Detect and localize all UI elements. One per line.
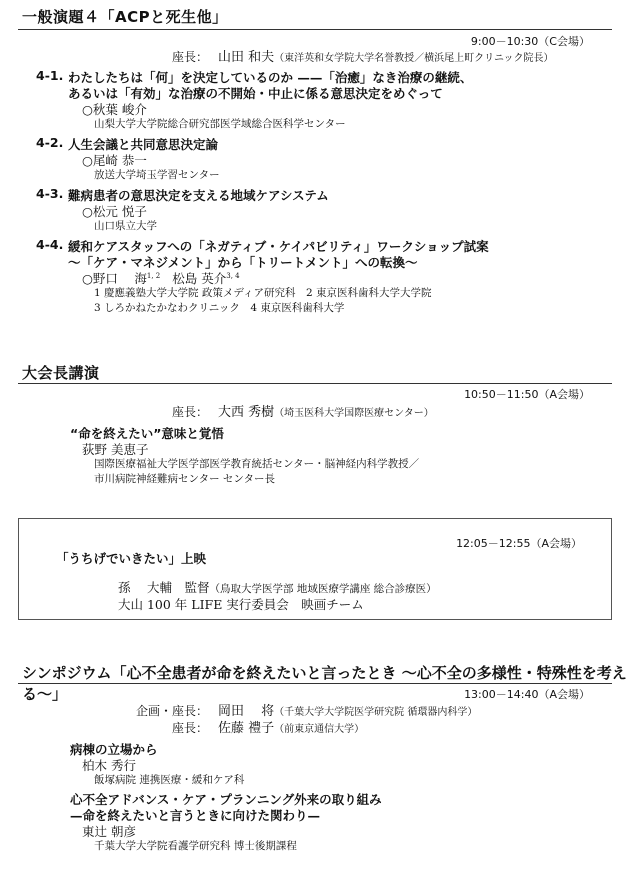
session-time: 9:00－10:30（C会場） xyxy=(470,35,590,48)
item-number: 4-1. xyxy=(36,68,64,83)
author-superscript: 3, 4 xyxy=(226,271,240,280)
item-title: 人生会議と共同意思決定論 xyxy=(68,137,219,152)
chair-line xyxy=(172,717,364,736)
section-divider xyxy=(18,683,612,684)
affiliation: 3 しろかねたかなわクリニック 4 東京医科歯科大学 xyxy=(94,302,345,314)
author: ○松元 悦子 xyxy=(82,204,147,219)
film-team: 大山 100 年 LIFE 実行委員会 映画チーム xyxy=(118,597,364,612)
author: ○秋葉 峻介 xyxy=(82,102,147,117)
talk-subtitle: —命を終えたいと言うときに向けた関わり— xyxy=(70,808,321,823)
planner-label: 企画・座長： xyxy=(136,704,209,718)
chair-label: 座長： xyxy=(172,721,209,735)
item-title: わたしたちは「何」を決定しているのか ——「治癒」なき治療の継続、 xyxy=(68,70,473,85)
chair-label: 座長： xyxy=(172,50,209,64)
item-title-line2: ～「ケア・マネジメント」から「トリートメント」への転換～ xyxy=(68,255,418,270)
session-time: 12:05－12:55（A会場） xyxy=(456,537,582,550)
section-title-president-lecture: 大会長講演 xyxy=(22,364,100,382)
item-title: 難病患者の意思決定を支える地域ケアシステム xyxy=(68,188,329,203)
affiliation: 1 慶應義塾大学大学院 政策メディア研究科 2 東京医科歯科大学大学院 xyxy=(94,287,432,299)
lecture-title: “命を終えたい”意味と覚悟 xyxy=(70,426,224,441)
chair-name: 山田 和夫 xyxy=(218,50,275,65)
talk-title: 病棟の立場から xyxy=(70,742,158,757)
section-title-general-4: 一般演題４「ACPと死生他」 xyxy=(22,8,228,26)
chair-affiliation: （前東京通信大学） xyxy=(274,724,365,735)
author-superscript: 1, 2 xyxy=(146,271,161,280)
director-affiliation: （鳥取大学医学部 地域医療学講座 総合診療医） xyxy=(209,583,437,595)
author: 松島 英介 xyxy=(172,271,227,286)
session-time: 13:00－14:40（A会場） xyxy=(464,688,590,701)
author: ○野口 海 xyxy=(82,271,147,286)
item-title-line2: あるいは「有効」な治療の不開始・中止に係る意思決定をめぐって xyxy=(68,86,443,101)
affiliation: 放送大学埼玉学習センター xyxy=(94,169,220,181)
section-divider xyxy=(18,383,612,384)
affiliation: 山梨大学大学院総合研究部医学域総合医科学センター xyxy=(94,118,346,130)
planner-name: 岡田 将 xyxy=(218,704,275,719)
item-number: 4-2. xyxy=(36,135,64,150)
chair-line xyxy=(172,401,434,420)
speaker: 柏木 秀行 xyxy=(82,758,136,773)
chair-name: 大西 秀樹 xyxy=(218,405,275,420)
author: ○尾崎 恭一 xyxy=(82,153,147,168)
affiliation: 千葉大学大学院看護学研究科 博士後期課程 xyxy=(94,840,297,852)
screening-title: 「うちげでいきたい」上映 xyxy=(56,551,207,566)
section-title-symposium: シンポジウム「心不全患者が命を終えたいと言ったとき ～心不全の多様性・特殊性を考える～」 xyxy=(22,664,627,703)
item-title: 緩和ケアスタッフへの「ネガティブ・ケイパビリティ」ワークショップ試案 xyxy=(68,239,489,254)
chair-name: 佐藤 禮子 xyxy=(218,721,275,736)
director-name: 孫 大輔 監督 xyxy=(118,580,210,595)
director-line xyxy=(118,578,437,596)
speaker: 東辻 朝彦 xyxy=(82,824,136,839)
affiliation: 山口県立大学 xyxy=(94,220,157,232)
speaker: 荻野 美恵子 xyxy=(82,442,149,457)
section-divider xyxy=(18,29,612,30)
chair-affiliation: （東洋英和女学院大学名誉教授／横浜尾上町クリニック院長） xyxy=(274,53,554,64)
affiliation: 飯塚病院 連携医療・緩和ケア科 xyxy=(94,774,245,786)
chair-label: 座長： xyxy=(172,405,209,419)
planner-affiliation: （千葉大学大学院医学研究院 循環器内科学） xyxy=(274,707,478,718)
talk-title: 心不全アドバンス・ケア・プランニング外来の取り組み xyxy=(70,792,382,807)
chair-affiliation: （埼玉医科大学国際医療センター） xyxy=(274,408,434,419)
chair-line xyxy=(172,46,554,65)
affiliation: 国際医療福祉大学医学部医学教育統括センター・脳神経内科学教授／ xyxy=(94,458,420,470)
session-time: 10:50－11:50（A会場） xyxy=(464,388,590,401)
affiliation: 市川病院神経難病センター センター長 xyxy=(94,473,275,485)
item-number: 4-3. xyxy=(36,186,64,201)
item-number: 4-4. xyxy=(36,237,64,252)
